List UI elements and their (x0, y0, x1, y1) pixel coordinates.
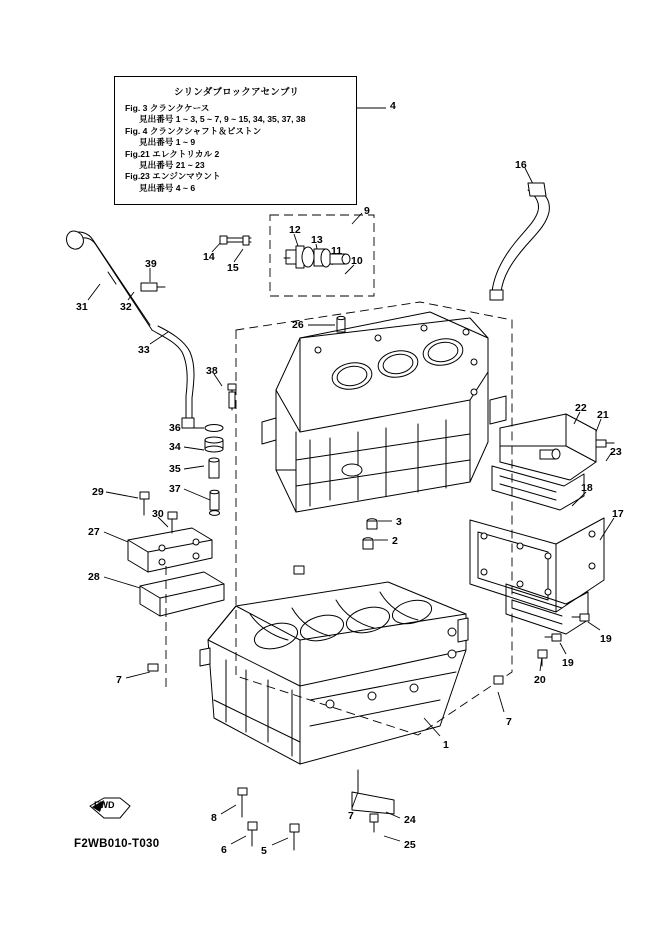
callout-number-36: 36 (169, 422, 181, 434)
cylinder-block-upper (262, 312, 506, 512)
callout-number-3: 3 (396, 516, 402, 528)
dipstick-assembly (67, 231, 194, 428)
legend-row-1: 見出番号 1 ~ 3, 5 ~ 7, 9 ~ 15, 34, 35, 37, 38 (139, 114, 306, 125)
callout-number-27: 27 (88, 526, 100, 538)
callout-number-30: 30 (152, 508, 164, 520)
callout-number-29: 29 (92, 486, 104, 498)
callout-number-5: 5 (261, 845, 267, 857)
callout-number-31: 31 (76, 301, 88, 313)
bolt-14-15 (220, 236, 251, 245)
callout-number-21: 21 (597, 409, 609, 421)
callout-number-6: 6 (221, 844, 227, 856)
callout-number-9: 9 (364, 205, 370, 217)
legend-title: シリンダブロックアセンブリ (173, 87, 300, 98)
callout-number-8: 8 (211, 812, 217, 824)
legend-row-3: 見出番号 1 ~ 9 (139, 137, 196, 148)
callout-number-35: 35 (169, 463, 181, 475)
part-code-label: F2WB010-T030 (74, 838, 160, 850)
leader-lines (88, 108, 614, 845)
callout-number-7: 7 (348, 810, 354, 822)
callout-number-10: 10 (351, 255, 363, 267)
callout-number-7: 7 (506, 716, 512, 728)
legend-box (114, 76, 357, 205)
callout-number-39: 39 (145, 258, 157, 270)
callout-number-12: 12 (289, 224, 301, 236)
callout-number-4: 4 (390, 100, 396, 112)
callout-number-7: 7 (116, 674, 122, 686)
legend-row-4: Fig.21 エレクトリカル 2 (125, 148, 220, 159)
callout-number-24: 24 (404, 814, 416, 826)
hardware-column (205, 384, 236, 515)
callout-number-17: 17 (612, 508, 624, 520)
pins-2-3 (363, 519, 377, 549)
callout-number-26: 26 (292, 319, 304, 331)
callout-number-25: 25 (404, 839, 416, 851)
callout-number-1: 1 (443, 739, 449, 751)
legend-row-6: Fig.23 エンジンマウント (125, 171, 221, 182)
callout-number-19: 19 (562, 657, 574, 669)
callout-number-37: 37 (169, 483, 181, 495)
callout-number-19: 19 (600, 633, 612, 645)
bottom-bolts (148, 566, 503, 850)
legend-row-7: 見出番号 4 ~ 6 (139, 182, 196, 193)
callout-number-38: 38 (206, 365, 218, 377)
legend-row-0: Fig. 3 クランクケース (125, 103, 210, 113)
callout-number-14: 14 (203, 251, 215, 263)
anode-plate-assembly (128, 492, 224, 616)
callout-number-2: 2 (392, 535, 398, 547)
callout-number-11: 11 (331, 245, 343, 257)
fwd-direction-label: FWD (94, 800, 115, 810)
hose-16 (490, 183, 549, 300)
callout-number-13: 13 (311, 234, 323, 246)
callout-number-20: 20 (534, 674, 546, 686)
side-cover-plate (470, 518, 604, 666)
callout-number-23: 23 (610, 446, 622, 458)
callout-number-32: 32 (120, 301, 132, 313)
callout-number-28: 28 (88, 571, 100, 583)
callout-number-33: 33 (138, 344, 150, 356)
legend-row-2: Fig. 4 クランクシャフト＆ピストン (125, 125, 262, 136)
legend-row-5: 見出番号 21 ~ 23 (139, 160, 205, 171)
callout-number-15: 15 (227, 262, 239, 274)
callout-number-22: 22 (575, 402, 587, 414)
callout-number-34: 34 (169, 441, 181, 453)
exhaust-cover-right (492, 414, 614, 510)
callout-number-16: 16 (515, 159, 527, 171)
callout-number-18: 18 (581, 482, 593, 494)
